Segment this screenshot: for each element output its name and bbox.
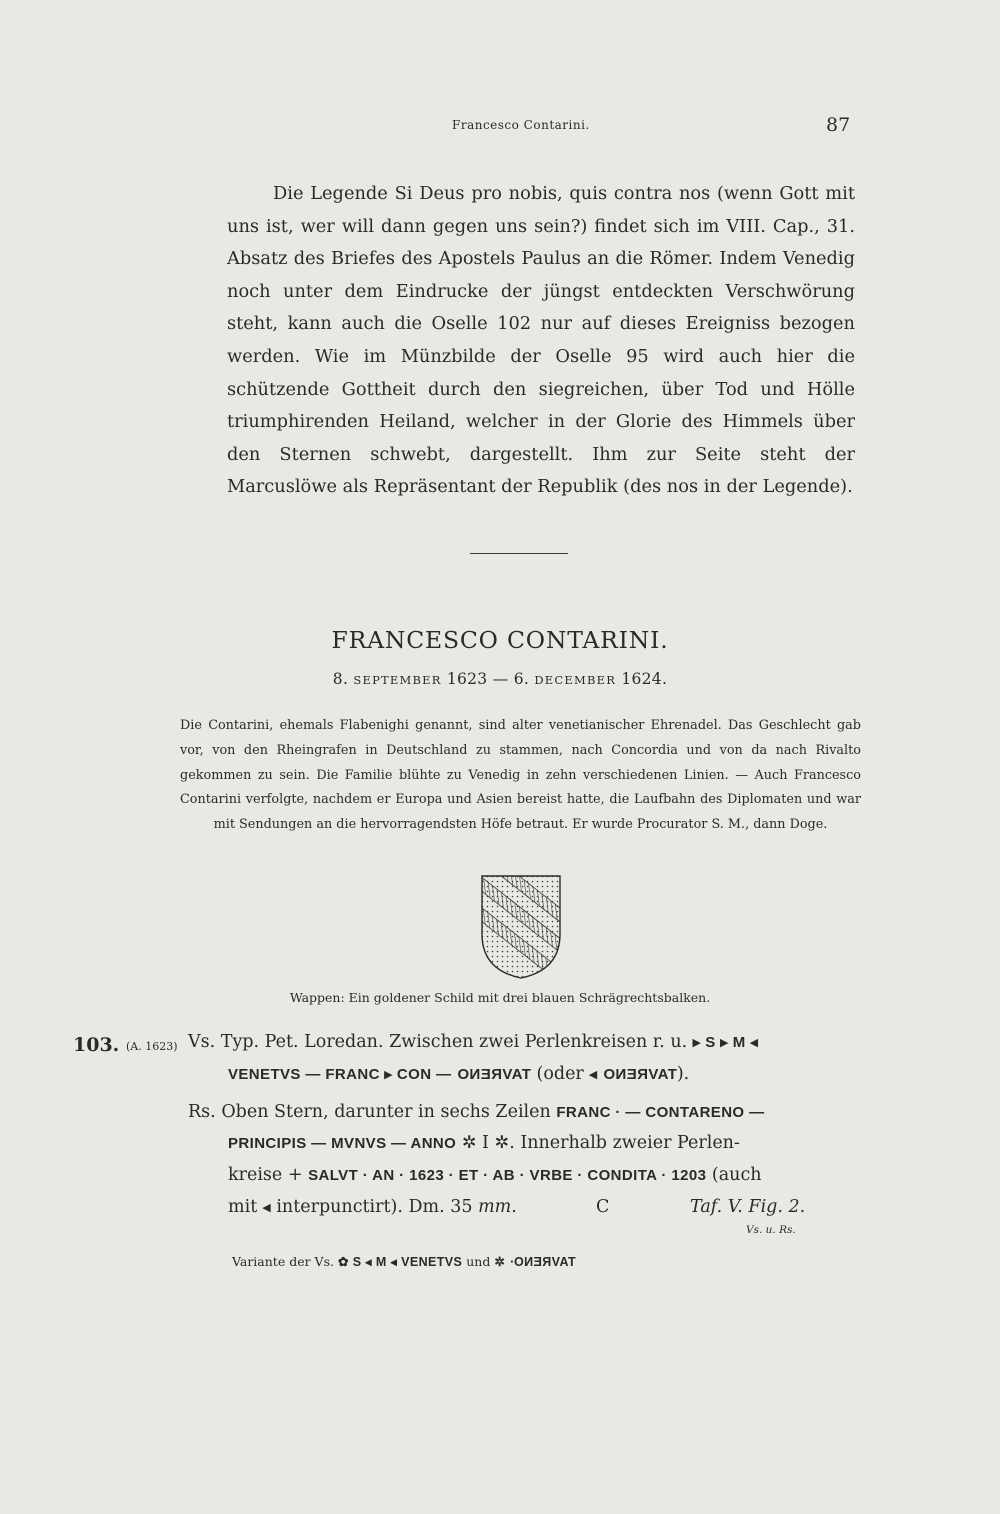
section-divider (470, 553, 568, 554)
reverse-line-3 (228, 1165, 762, 1185)
reverse-text-2: . Innerhalb zweier Perlen- (509, 1133, 740, 1153)
variant-line (232, 1254, 576, 1269)
obverse-line-1 (188, 1032, 758, 1052)
shield-caption: Wappen: Ein goldener Schild mit drei blauen Schrägrechtsbalken. (289, 990, 711, 1005)
reverse-text-4a: mit (228, 1197, 258, 1217)
variant-legend: ✿ S ◂ M ◂ VENETVS (337, 1255, 463, 1269)
reverse-label: Rs. (188, 1102, 216, 1122)
plate-sides: Vs. u. Rs. (746, 1224, 796, 1236)
date-year-end: 1624. (621, 670, 668, 688)
star-icon: ✲ (494, 1255, 506, 1269)
obverse-oder: (oder (536, 1064, 584, 1084)
rarity-mark: C (596, 1197, 610, 1217)
body-paragraph (227, 178, 855, 504)
reverse-line-2 (228, 1133, 740, 1153)
obverse-legend-1: ▸ S ▸ M ◂ (692, 1034, 759, 1051)
reverse-text-3a: kreise (228, 1165, 283, 1185)
variant-label: Variante der Vs. (232, 1254, 334, 1269)
reverse-text-4b: interpunctirt). Dm. 35 (276, 1197, 473, 1217)
obverse-label: Vs. (188, 1032, 216, 1052)
date-month-end: DECEMBER (534, 673, 617, 687)
reverse-line-1 (188, 1102, 764, 1122)
coat-of-arms-shield-icon (480, 874, 562, 980)
obverse-close: ). (676, 1064, 690, 1084)
obverse-legend-2: VENETVS — FRANC ▸ CON — (228, 1066, 452, 1083)
obverse-legend-mirrored: TAVRЕNO (457, 1066, 531, 1083)
entry-number: 103. (73, 1034, 120, 1056)
date-dash: — (492, 670, 509, 688)
running-head-title: Francesco Contarini. (452, 118, 590, 132)
date-day-end: 6. (513, 670, 530, 688)
obverse-oder-mirrored: TAVRЕNO (602, 1066, 677, 1083)
cross-icon: + (287, 1165, 303, 1185)
reverse-text-3b: (auch (711, 1165, 762, 1185)
intro-paragraph: Die Contarini, ehemals Flabenighi genannt, sind alter venetianischer Ehrenadel. Das Geschlecht gab vor, von den Rheingrafen in Deutschland zu stammen, nach Concordia und von da nach Rivalto gekommen zu sein. Die Familie blühte zu Venedig in zehn verschiedenen Linien. — Auch Francesco Contarini verfolgte, nachdem er Europa und Asien bereist hatte, die Laufbahn des Diplomaten und war mit Sendungen an die hervorragendsten Höfe betraut. Er wurde Procurator S. M., dann Doge. (180, 718, 861, 833)
reverse-legend-stars: ✲ I ✲ (461, 1133, 510, 1153)
diameter-unit: mm. (478, 1197, 517, 1217)
reverse-legend-3: SALVT · AN · 1623 · ET · AB · VRBE · CONDITA · 1203 (308, 1167, 707, 1184)
variant-und: und (466, 1254, 491, 1269)
obverse-oder-symbol: ◂ (589, 1066, 598, 1083)
running-head (0, 114, 1000, 138)
reign-dates (0, 670, 1000, 688)
variant-mirrored: TAVRЕNO· (509, 1255, 576, 1269)
obverse-text: Typ. Pet. Loredan. Zwischen zwei Perlenkreisen r. u. (220, 1032, 688, 1052)
date-year-start: 1623 (446, 670, 488, 688)
reverse-symbol: ◂ (262, 1199, 271, 1216)
plate-reference: Taf. V. Fig. 2. (690, 1197, 806, 1217)
reverse-legend-1: FRANC · — CONTARENO — (556, 1104, 765, 1121)
reverse-legend-2: PRINCIPIS — MVNVS — ANNO (228, 1135, 457, 1152)
section-title: FRANCESCO CONTARINI. (331, 626, 669, 654)
entry-year: (A. 1623) (126, 1040, 178, 1053)
date-day-start: 8. (332, 670, 349, 688)
reverse-text-1: Oben Stern, darunter in sechs Zeilen (221, 1102, 551, 1122)
paragraph-text: Die Legende Si Deus pro nobis, quis contra nos (wenn Gott mit uns ist, wer will dann gegen uns sein?) findet sich im VIII. Cap., 31. Absatz des Briefes des Apostels Paulus an die Römer. Indem Venedig noch unter dem Eindrucke der jüngst entdeckten Verschwörung steht, kann auch die Oselle 102 nur auf dieses Ereigniss bezogen werden. Wie im Münzbilde der Oselle 95 wird auch hier die schützende Gottheit durch den siegreichen, über Tod und Hölle triumphirenden Heiland, welcher in der Glorie des Himmels über den Sternen schwebt, dargestellt. Ihm zur Seite steht der Marcuslöwe als Repräsentant der Republik (des nos in der Legende). (227, 183, 855, 498)
obverse-line-2 (228, 1064, 689, 1084)
reverse-line-4 (228, 1197, 856, 1217)
date-month-start: SEPTEMBER (353, 673, 442, 687)
page-number: 87 (826, 114, 851, 136)
